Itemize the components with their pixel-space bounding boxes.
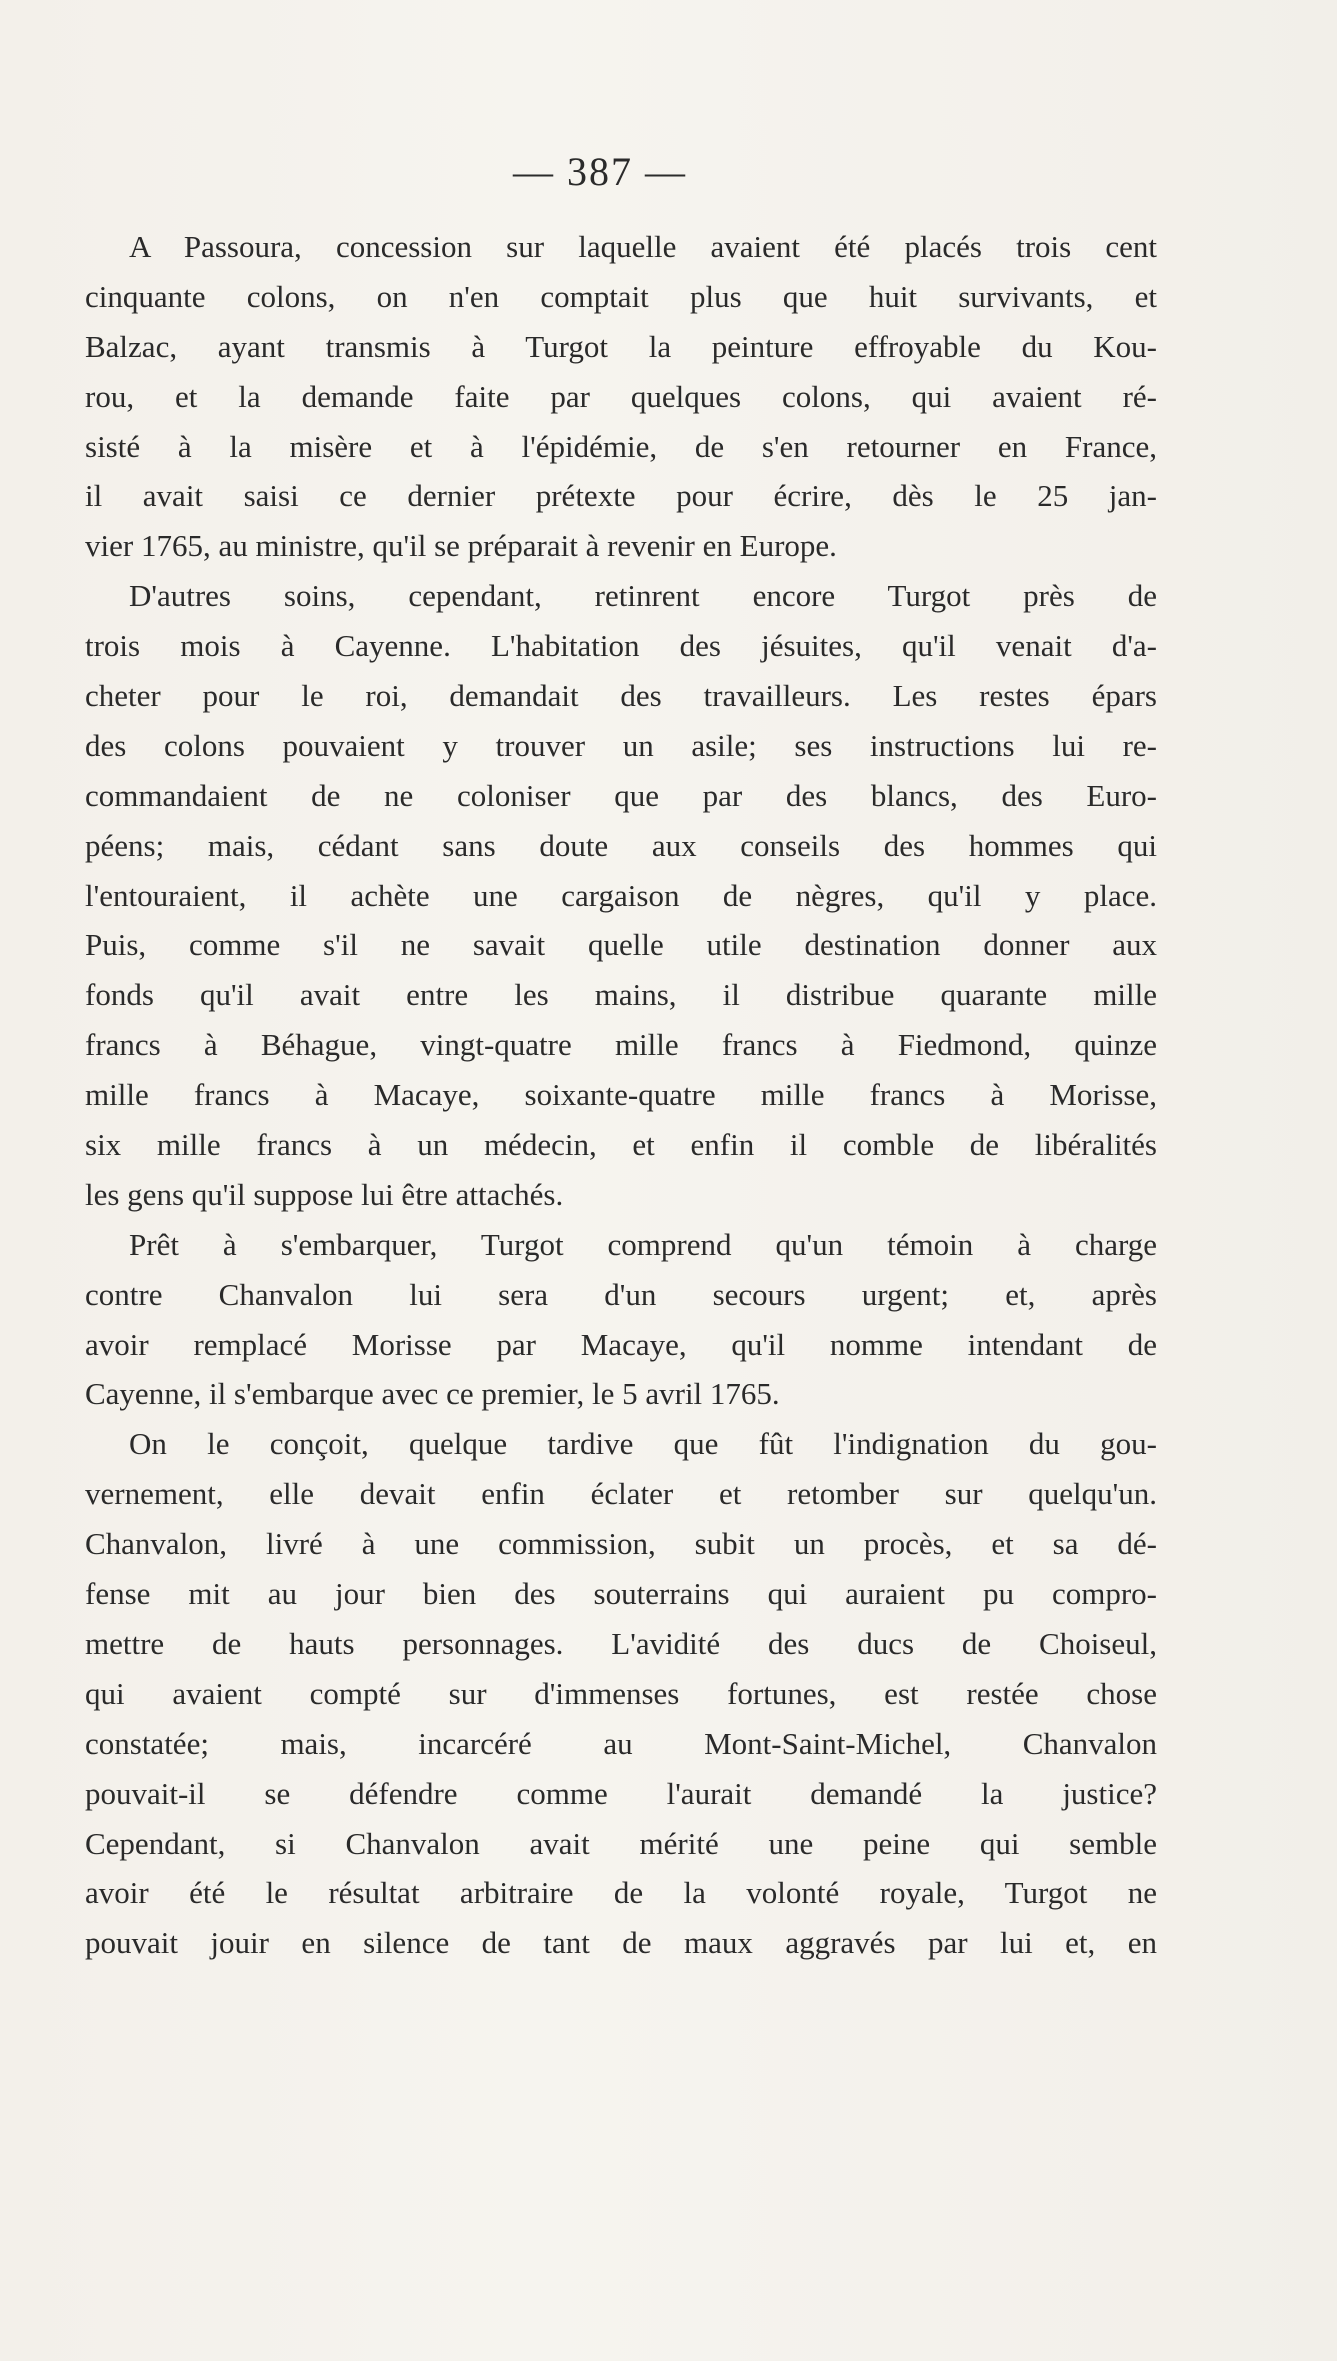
paragraph (85, 1220, 1157, 1420)
text-line: commandaient de ne coloniser que par des blancs, des Euro- (85, 777, 1157, 813)
text-line: On le conçoit, quelque tardive que fût l'indignation du gou- (129, 1426, 1157, 1462)
text-line: francs à Béhague, vingt-quatre mille francs à Fiedmond, quinze (85, 1027, 1157, 1063)
text-line: vernement, elle devait enfin éclater et retomber sur quelqu'un. (85, 1476, 1157, 1512)
text-line: vier 1765, au ministre, qu'il se préparait à revenir en Europe. (85, 528, 837, 564)
paragraph (85, 222, 1157, 571)
text-line: contre Chanvalon lui sera d'un secours urgent; et, après (85, 1276, 1157, 1312)
text-line: pouvait-il se défendre comme l'aurait demandé la justice? (85, 1775, 1157, 1811)
text-line: Chanvalon, livré à une commission, subit un procès, et sa dé- (85, 1526, 1157, 1562)
text-line: mille francs à Macaye, soixante-quatre mille francs à Morisse, (85, 1077, 1157, 1113)
page-number: — 387 — (513, 149, 687, 194)
text-line: trois mois à Cayenne. L'habitation des jésuites, qu'il venait d'a- (85, 628, 1157, 664)
text-line: mettre de hauts personnages. L'avidité des ducs de Choiseul, (85, 1625, 1157, 1661)
text-line: les gens qu'il suppose lui être attachés. (85, 1176, 564, 1212)
text-line: Puis, comme s'il ne savait quelle utile destination donner aux (85, 927, 1157, 963)
text-line: cinquante colons, on n'en comptait plus que huit survivants, et (85, 278, 1157, 314)
text-line: l'entouraient, il achète une cargaison de nègres, qu'il y place. (85, 877, 1157, 913)
text-line: D'autres soins, cependant, retinrent encore Turgot près de (129, 578, 1157, 614)
text-line: fense mit au jour bien des souterrains qui auraient pu compro- (85, 1576, 1157, 1612)
text-line: qui avaient compté sur d'immenses fortunes, est restée chose (85, 1675, 1157, 1711)
text-line: avoir remplacé Morisse par Macaye, qu'il nomme intendant de (85, 1326, 1157, 1362)
body-text (85, 222, 1157, 1968)
text-line: il avait saisi ce dernier prétexte pour écrire, dès le 25 jan- (85, 478, 1157, 514)
text-line: pouvait jouir en silence de tant de maux aggravés par lui et, en (85, 1925, 1157, 1961)
text-line: constatée; mais, incarcéré au Mont-Saint-Michel, Chanvalon (85, 1725, 1157, 1761)
text-line: A Passoura, concession sur laquelle avaient été placés trois cent (129, 229, 1157, 264)
text-line: Cependant, si Chanvalon avait mérité une peine qui semble (85, 1825, 1157, 1861)
text-line: rou, et la demande faite par quelques colons, qui avaient ré- (85, 378, 1157, 414)
paragraph (85, 571, 1157, 1220)
text-line: Prêt à s'embarquer, Turgot comprend qu'un témoin à charge (129, 1226, 1157, 1262)
text-line: Balzac, ayant transmis à Turgot la peinture effroyable du Kou- (85, 328, 1157, 364)
text-line: cheter pour le roi, demandait des travailleurs. Les restes épars (85, 678, 1157, 714)
paragraph (85, 1419, 1157, 1968)
text-line: sisté à la misère et à l'épidémie, de s'en retourner en France, (85, 428, 1157, 464)
text-line: péens; mais, cédant sans doute aux conseils des hommes qui (85, 827, 1157, 863)
text-line: six mille francs à un médecin, et enfin il comble de libéralités (85, 1127, 1157, 1163)
text-line: avoir été le résultat arbitraire de la volonté royale, Turgot ne (85, 1875, 1157, 1911)
text-line: des colons pouvaient y trouver un asile; ses instructions lui re- (85, 727, 1157, 763)
text-line: fonds qu'il avait entre les mains, il distribue quarante mille (85, 977, 1157, 1013)
text-line: Cayenne, il s'embarque avec ce premier, le 5 avril 1765. (85, 1376, 780, 1412)
